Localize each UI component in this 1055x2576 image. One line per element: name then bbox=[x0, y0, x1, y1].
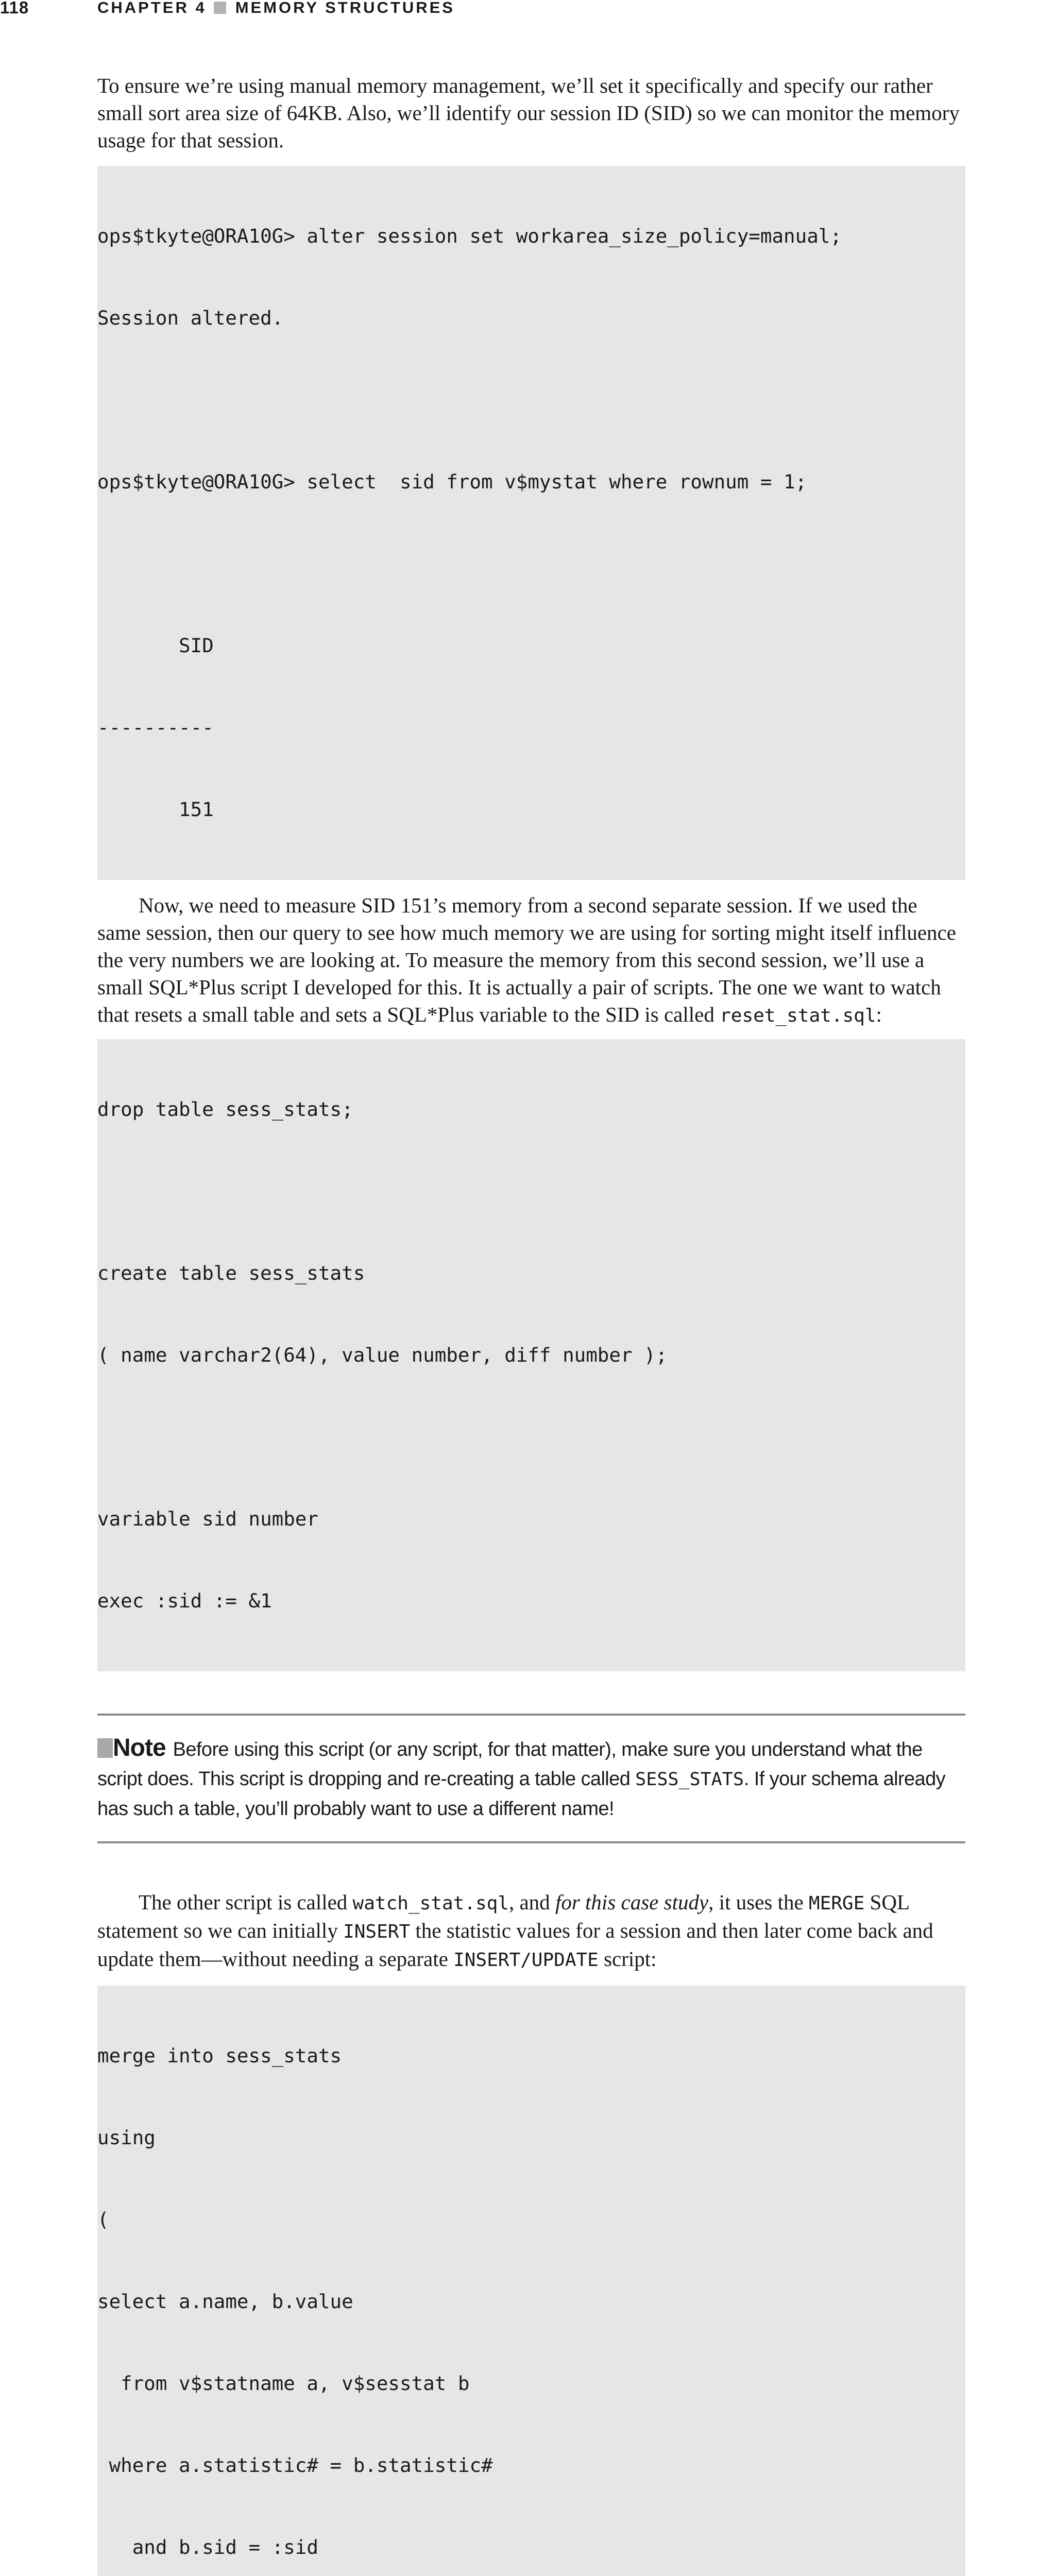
code-line: where a.statistic# = b.statistic# bbox=[97, 2454, 493, 2477]
page-header bbox=[0, 0, 1055, 21]
inline-code: INSERT bbox=[343, 1921, 411, 1942]
emphasis-text: for this case study bbox=[555, 1890, 709, 1914]
page-content bbox=[97, 72, 965, 2576]
code-line: create table sess_stats bbox=[97, 1262, 365, 1284]
code-line bbox=[97, 550, 965, 578]
square-separator-icon bbox=[214, 2, 226, 14]
inline-code: watch_stat.sql bbox=[352, 1893, 509, 1914]
code-line: variable sid number bbox=[97, 1507, 318, 1530]
note-text: Before using this script (or any script, for that matter), make sure you understand what the script does. This script is dropping and re-creating a table called bbox=[97, 1739, 923, 1790]
code-line: exec :sid := &1 bbox=[97, 1589, 272, 1612]
code-line: and b.sid = :sid bbox=[97, 2536, 318, 2558]
page-number: 118 bbox=[0, 0, 29, 17]
paragraph-text: the statistic values for a session and then later come back and update them—without needing a separate bbox=[97, 1919, 933, 1971]
note-label: Note bbox=[113, 1734, 166, 1761]
note-bottom-rule bbox=[97, 1841, 965, 1843]
paragraph-text: , it uses the bbox=[708, 1890, 809, 1914]
code-line bbox=[97, 1178, 965, 1205]
code-block-reset-stat bbox=[97, 1039, 965, 1671]
section-title: MEMORY STRUCTURES bbox=[235, 0, 455, 16]
code-line: using bbox=[97, 2126, 156, 2149]
chapter-label: CHAPTER 4 bbox=[97, 0, 207, 16]
running-head bbox=[97, 0, 455, 15]
paragraph-watch-stat bbox=[97, 1889, 965, 1974]
inline-code: SESS_STATS bbox=[635, 1769, 744, 1790]
inline-code: INSERT/UPDATE bbox=[453, 1950, 599, 1971]
paragraph-text: SQL statement so we can initially bbox=[97, 1890, 909, 1942]
code-line: ops$tkyte@ORA10G> select sid from v$mystat where rownum = 1; bbox=[97, 470, 807, 493]
code-line: merge into sess_stats bbox=[97, 2044, 342, 2067]
paragraph-intro: To ensure we’re using manual memory management, we’ll set it specifically and specify our rather small sort area size of 64KB. Also, we’ll identify our session ID (SID) so we can monitor the memory usage for that session. bbox=[97, 74, 960, 152]
code-line: ops$tkyte@ORA10G> alter session set workarea_size_policy=manual; bbox=[97, 225, 842, 247]
code-line bbox=[97, 1423, 965, 1451]
code-line: 151 bbox=[97, 798, 214, 821]
note-text: . If your schema already has such a table, you’ll probably want to use a different name! bbox=[97, 1768, 946, 1820]
code-line: drop table sess_stats; bbox=[97, 1098, 353, 1121]
paragraph-text: The other script is called bbox=[139, 1890, 353, 1914]
code-line: ( bbox=[97, 2208, 109, 2231]
code-block-session bbox=[97, 166, 965, 880]
code-block-merge bbox=[97, 1986, 965, 2576]
code-line: ---------- bbox=[97, 716, 214, 739]
paragraph-text: , and bbox=[508, 1890, 555, 1914]
code-line: Session altered. bbox=[97, 307, 284, 329]
note-top-rule bbox=[97, 1714, 965, 1716]
code-line: select a.name, b.value bbox=[97, 2290, 353, 2313]
paragraph-text: : bbox=[876, 1003, 882, 1026]
inline-code: MERGE bbox=[808, 1893, 865, 1914]
paragraph-measure bbox=[97, 892, 965, 1029]
inline-code: reset_stat.sql bbox=[720, 1005, 876, 1026]
paragraph-text: script: bbox=[598, 1947, 657, 1971]
code-line: SID bbox=[97, 634, 214, 657]
note-box bbox=[97, 1733, 965, 1824]
code-line: ( name varchar2(64), value number, diff number ); bbox=[97, 1344, 668, 1366]
note-square-icon bbox=[97, 1738, 113, 1758]
paragraph-text: Now, we need to measure SID 151’s memory from a second separate session. If we used the same session, then our query to see how much memory we are using for sorting might itself influence the very numbers we are looking at. To measure the memory from this second session, we’ll use a small SQL*Plus script I developed for this. It is actually a pair of scripts. The one we want to watch that resets a small table and sets a SQL*Plus variable to the SID is called bbox=[97, 893, 956, 1026]
code-line bbox=[97, 386, 965, 414]
code-line: from v$statname a, v$sesstat b bbox=[97, 2372, 470, 2395]
